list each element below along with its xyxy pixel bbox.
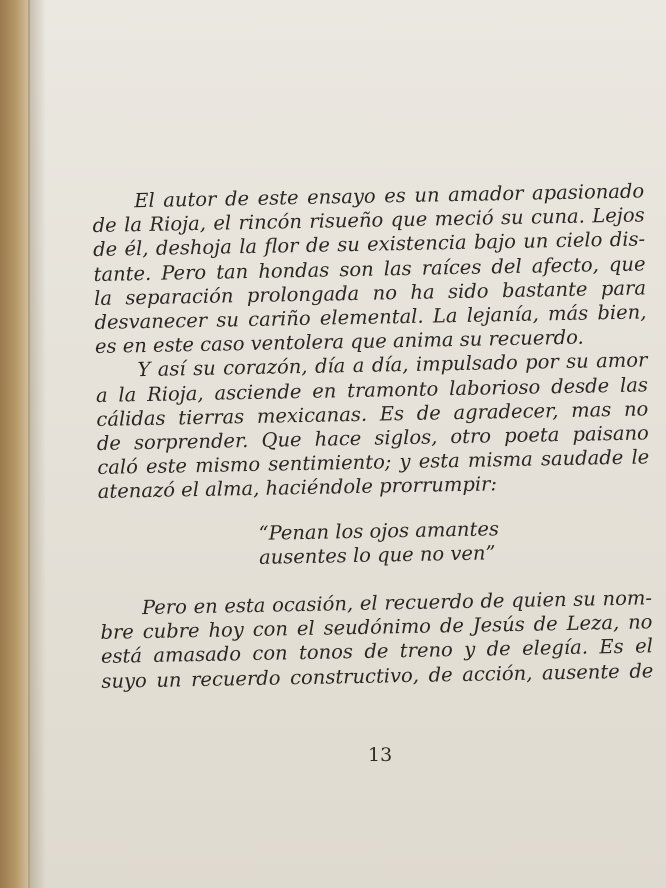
text-line: de sorprender. Que hace siglos, otro poeta paisano — [96, 421, 649, 455]
text-line: tante. Pero tan hondas son las raíces del afecto, que — [93, 251, 646, 286]
text-line: la separación prolongada no ha sido bastante para — [93, 276, 647, 310]
text-line: caló este mismo sentimiento; y esta misma saudade le — [97, 445, 650, 480]
text-line: Pero en esta ocasión, el recuerdo de quien su nom- — [141, 586, 653, 620]
page-text — [92, 179, 654, 693]
text-line: es en este caso ventolera que anima su recuerdo. — [94, 325, 584, 359]
paragraph-2 — [95, 349, 650, 505]
text-line: bre cubre hoy con el seudónimo de Jesús de Leza, no — [100, 610, 653, 645]
text-line: El autor de este ensayo es un amador apasionado — [133, 179, 645, 213]
text-line: atenazó el alma, haciéndole prorrumpir: — [97, 472, 498, 504]
text-line: cálidas tierras mexicanas. Es de agradecer, mas no — [96, 397, 649, 431]
text-line: de él, deshoja la flor de su existencia bajo un cielo dis- — [92, 227, 646, 262]
text-line: Y así su corazón, día a día, impulsado por su amor — [137, 348, 648, 382]
text-line: suyo un recuerdo constructivo, de acción, ausente de — [101, 658, 654, 693]
verse-line: ausentes lo que no ven” — [258, 541, 496, 569]
text-line: está amasado con tonos de treno y de elegía. Es el — [100, 634, 654, 669]
book-spine — [0, 0, 30, 888]
text-line: a la Rioja, asciende en tramonto laborioso desde las — [95, 372, 649, 407]
text-line: de la Rioja, el rincón risueño que meció su cuna. Lejos — [92, 203, 645, 238]
paragraph-1 — [92, 179, 647, 359]
verse-line: “Penan los ojos amantes — [258, 516, 500, 545]
gutter-shadow — [28, 0, 46, 888]
verse-quote — [98, 514, 651, 573]
paragraph-3 — [100, 586, 654, 693]
page-number: 13 — [368, 744, 393, 766]
text-line: desvanecer su cariño elemental. La lejanía, más bien, — [94, 300, 647, 334]
